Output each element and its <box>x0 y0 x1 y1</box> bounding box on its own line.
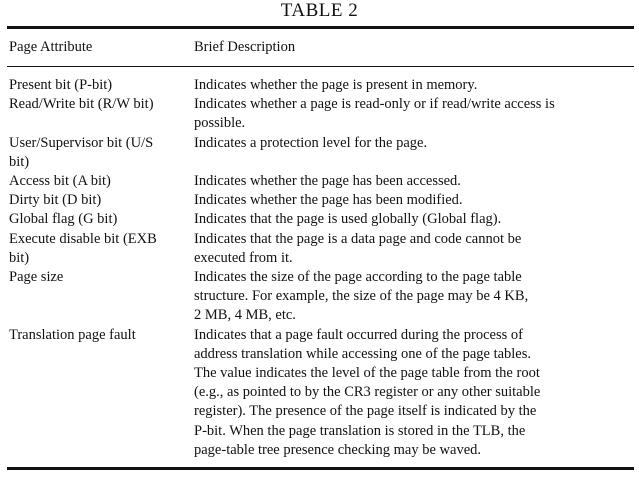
row-description: Indicates that the page is a data page and code cannot be executed from it. <box>194 230 522 266</box>
top-rule <box>7 26 634 29</box>
row-description: Indicates whether a page is read-only or if read/write access is possible. <box>194 96 555 132</box>
header-brief-description: Brief Description <box>194 39 296 55</box>
row-description: Indicates whether the page is present in memory. <box>194 77 478 93</box>
row-description: Indicates whether the page has been accessed. <box>194 172 461 189</box>
header-page-attribute: Page Attribute <box>9 39 93 55</box>
row-description: Indicates that the page is used globally (Global flag). <box>194 211 502 228</box>
table-row <box>0 95 639 133</box>
table-row <box>0 326 639 460</box>
row-attribute: Read/Write bit (R/W bit) <box>9 96 154 113</box>
table-row <box>0 76 639 95</box>
row-attribute: User/Supervisor bit (U/S bit) <box>9 134 154 170</box>
table-row <box>0 210 639 229</box>
row-description: Indicates whether the page has been modified. <box>194 192 463 209</box>
table-body <box>0 76 639 460</box>
row-attribute: Execute disable bit (EXB bit) <box>9 230 157 266</box>
bottom-rule <box>7 467 634 470</box>
row-description: Indicates the size of the page according to the page table structure. For example, the size of the page may be 4 KB, 2 MB, 4 MB, etc. <box>194 268 529 324</box>
header-rule <box>7 66 634 67</box>
table-row <box>0 134 639 172</box>
table-row <box>0 191 639 210</box>
table-row <box>0 230 639 268</box>
row-description: Indicates that a page fault occurred during the process of address translation while accessing one of the page tables. The value indicates the level of the page table from the root (e.g., as pointed to by the CR3 register or any other suitable register). The presence of the page itself is indicated by the P-bit. When the page translation is stored in the TLB, the page-table tree presence checking may be waved. <box>194 326 541 458</box>
row-attribute: Access bit (A bit) <box>9 172 111 189</box>
table-title: TABLE 2 <box>280 0 359 21</box>
row-description: Indicates a protection level for the page. <box>194 134 428 151</box>
row-attribute: Translation page fault <box>9 326 136 343</box>
row-attribute: Present bit (P-bit) <box>9 77 113 93</box>
row-attribute: Page size <box>9 268 64 285</box>
row-attribute: Global flag (G bit) <box>9 211 118 228</box>
row-attribute: Dirty bit (D bit) <box>9 192 102 209</box>
table-row <box>0 268 639 326</box>
table-row <box>0 172 639 191</box>
